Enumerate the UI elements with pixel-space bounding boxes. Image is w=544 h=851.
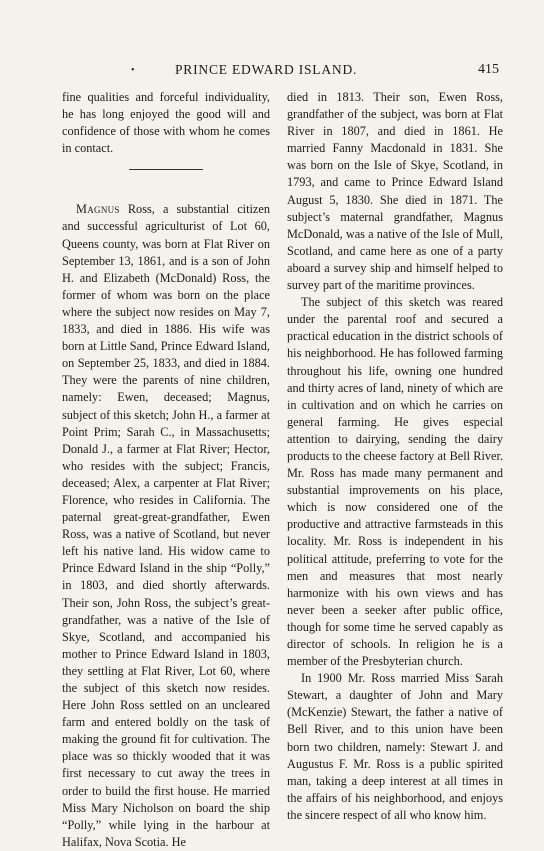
- paragraph-family: In 1900 Mr. Ross married Miss Sarah Stewart, a daughter of John and Mary (McKenzie) Stewart, the father a native of Bell River, and to this union have been born two children, namely: Stewart J. and Augustus F. Mr. Ross is a public spirited man, taking a deep interest at all times in the affairs of his neighborhood, and enjoys the sincere respect of all who know him.: [287, 671, 503, 822]
- left-column: [62, 89, 270, 851]
- header-mark: •: [131, 65, 135, 76]
- biography-text: Ross, a substantial citizen and successful agriculturist of Lot 60, Queens county, was born at Flat River on September 13, 1861, and is a son of John H. and Elizabeth (McDonald) Ross, the former of whom was born on the place where the subject now resides on May 7, 1833, and died in 1886. His wife was born at Little Sand, Prince Edward Island, on September 25, 1833, and died in 1884. They were the parents of nine children, namely: Ewen, deceased; Magnus, subject of this sketch; John H., a farmer at Point Prim; Sarah C., in Massachusetts; Donald J., a farmer at Flat River; Hector, who resides with the subject; Francis, deceased; Alex, a carpenter at Flat River; Florence, who resides in California. The paternal great-great-grandfather, Ewen Ross, was a native of Scotland, but never left his native land. His widow came to Prince Edward Island in the ship “Polly,” in 1803, and died shortly afterwards. Their son, John Ross, the subject’s great-grandfather, was a native of the Isle of Skye, Scotland, and accompanied his mother to Prince Edward Island in 1803, they settling at Flat River, Lot 60, where the subject of this sketch now resides. Here John Ross settled on an uncleared farm and entered boldly on the task of making the ground fit for cultivation. The place was so thickly wooded that it was first necessary to cut away the trees in order to build the first house. He married Miss Mary Nicholson on board the ship “Polly,” while lying in the harbour at Halifax, Nova Scotia. He: [62, 202, 270, 849]
- biography-name: Magnus: [76, 202, 120, 217]
- running-header: [0, 62, 544, 82]
- paragraph-ancestry: died in 1813. Their son, Ewen Ross, grandfather of the subject, was born at Flat River in 1807, and died in 1861. He married Fanny Macdonald in 1831. She was born on the Isle of Skye, Scotland, in 1793, and came to Prince Edward Island August 5, 1830. She died in 1871. The subject’s maternal grandfather, Magnus McDonald, was a native of the Isle of Mull, Scotland, and came here as one of a party aboard a survey ship and himself helped to survey part of the maritime provinces.: [287, 90, 503, 293]
- page-number: 415: [478, 62, 499, 77]
- right-column: [287, 89, 503, 824]
- biography-paragraph: [62, 201, 270, 851]
- section-divider: [129, 169, 203, 170]
- paragraph-career: The subject of this sketch was reared under the parental roof and secured a practical education in the district schools of his neighborhood. He has followed farming throughout his life, owning one hundred and thirty acres of land, ninety of which are in cultivation and on which he carries on general farming. He gives especial attention to dairying, sending the dairy products to the cheese factory at Bell River. Mr. Ross has made many permanent and substantial improvements on his place, which is now considered one of the productive and attractive farmsteads in this locality. Mr. Ross is independent in his political attitude, preferring to vote for the men and measures that most nearly harmonize with his own views and has never been a seeker after public office, though for some time he served capably as director of schools. In religion he is a member of the Presbyterian church.: [287, 295, 503, 669]
- continuation-paragraph: fine qualities and forceful individuality, he has long enjoyed the good will and confidence of those with whom he comes in contact.: [62, 90, 270, 156]
- page-title: PRINCE EDWARD ISLAND.: [175, 62, 358, 77]
